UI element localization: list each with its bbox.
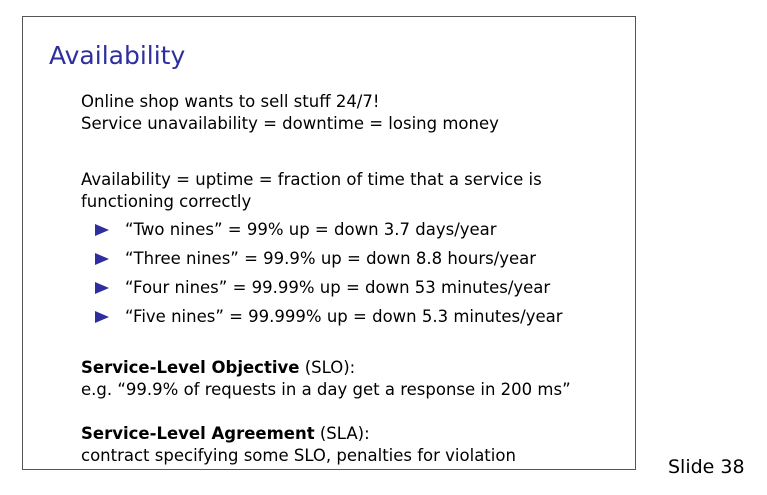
slo-example: e.g. “99.9% of requests in a day get a response in 200 ms” [81,380,571,399]
triangle-bullet-icon [95,311,109,323]
sla-section [81,423,516,467]
list-item [95,248,563,277]
triangle-bullet-icon [95,253,109,265]
triangle-bullet-icon [95,224,109,236]
sla-heading [81,423,516,445]
slo-section [81,357,571,401]
list-item-text: “Five nines” = 99.999% up = down 5.3 minutes/year [125,307,563,326]
list-item [95,306,563,335]
list-item [95,277,563,306]
slide-number: Slide 38 [668,456,745,478]
sla-abbr: (SLA): [314,424,370,443]
definition-line: Availability = uptime = fraction of time that a service is [81,170,542,189]
list-item-text: “Two nines” = 99% up = down 3.7 days/year [125,220,497,239]
intro-line: Online shop wants to sell stuff 24/7! [81,92,380,111]
triangle-bullet-icon [95,282,109,294]
list-item-text: “Four nines” = 99.99% up = down 53 minutes/year [125,278,551,297]
nines-list [95,219,563,335]
slide-title: Availability [49,41,186,70]
definition-line: functioning correctly [81,192,252,211]
slo-term: Service-Level Objective [81,358,300,377]
sla-term: Service-Level Agreement [81,424,315,443]
list-item-text: “Three nines” = 99.9% up = down 8.8 hours/year [125,249,537,268]
slo-abbr: (SLO): [299,358,356,377]
slo-heading [81,357,571,379]
slide-frame [22,16,636,470]
sla-description: contract specifying some SLO, penalties for violation [81,446,516,465]
list-item [95,219,563,248]
intro-line: Service unavailability = downtime = losing money [81,114,499,133]
intro-paragraph [81,91,499,135]
availability-definition [81,169,542,213]
